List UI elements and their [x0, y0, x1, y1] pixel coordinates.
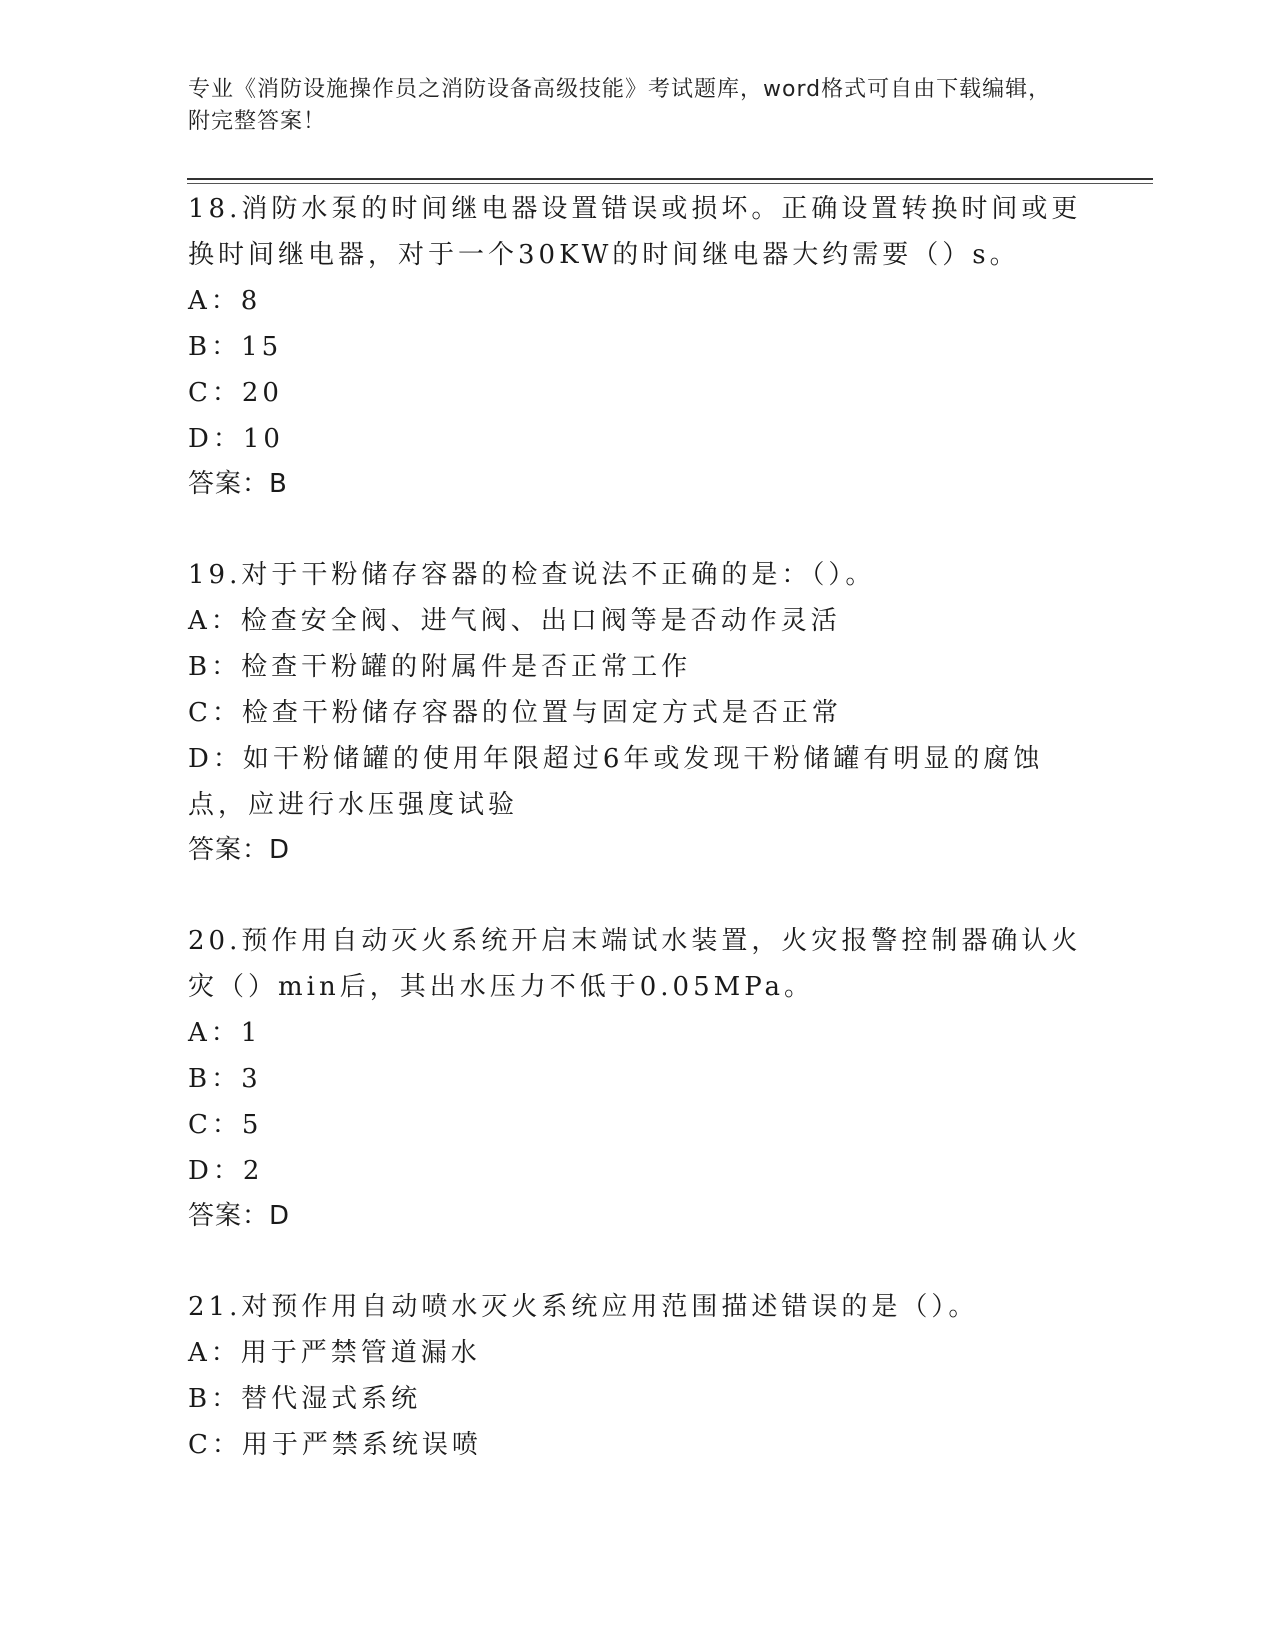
question-stem: 20.预作用自动灭火系统开启末端试水装置，火灾报警控制器确认火灾（）min后，其出水压力不低于0.05MPa。 [188, 926, 1082, 1002]
question-20 [188, 918, 1088, 1238]
option-b: B：替代湿式系统 [188, 1384, 422, 1414]
option-a: A：用于严禁管道漏水 [188, 1338, 481, 1368]
option-b: B：3 [188, 1064, 262, 1094]
question-stem: 21.对预作用自动喷水灭火系统应用范围描述错误的是（）。 [188, 1292, 979, 1322]
question-18 [188, 186, 1088, 506]
question-stem: 19.对于干粉储存容器的检查说法不正确的是：（）。 [188, 560, 876, 590]
option-d: D：如干粉储罐的使用年限超过6年或发现干粉储罐有明显的腐蚀点，应进行水压强度试验 [188, 744, 1044, 820]
option-c: C：5 [188, 1110, 263, 1140]
question-spacer [188, 1238, 1088, 1284]
option-d: D：10 [188, 424, 284, 454]
question-spacer [188, 872, 1088, 918]
option-a: A：8 [188, 286, 262, 316]
option-c: C：用于严禁系统误喷 [188, 1430, 482, 1460]
option-b: B：检查干粉罐的附属件是否正常工作 [188, 652, 692, 682]
option-c: C：20 [188, 378, 283, 408]
document-header: 专业《消防设施操作员之消防设备高级技能》考试题库，word格式可自由下载编辑，附完整答案！ [188, 77, 1052, 134]
question-list [188, 186, 1088, 1468]
header-divider-thin [187, 183, 1153, 184]
option-a: A：1 [188, 1018, 262, 1048]
option-c: C：检查干粉储存容器的位置与固定方式是否正常 [188, 698, 842, 728]
answer-line: 答案：D [188, 835, 291, 865]
answer-line: 答案：D [188, 1201, 291, 1231]
option-a: A：检查安全阀、进气阀、出口阀等是否动作灵活 [188, 606, 841, 636]
answer-line: 答案：B [188, 469, 288, 499]
question-21 [188, 1284, 1088, 1468]
question-spacer [188, 506, 1088, 552]
option-d: D：2 [188, 1156, 264, 1186]
header-divider-thick [187, 178, 1153, 180]
question-stem: 18.消防水泵的时间继电器设置错误或损坏。正确设置转换时间或更换时间继电器，对于一个30KW的时间继电器大约需要（）s。 [188, 194, 1082, 270]
question-19 [188, 552, 1088, 872]
option-b: B：15 [188, 332, 283, 362]
